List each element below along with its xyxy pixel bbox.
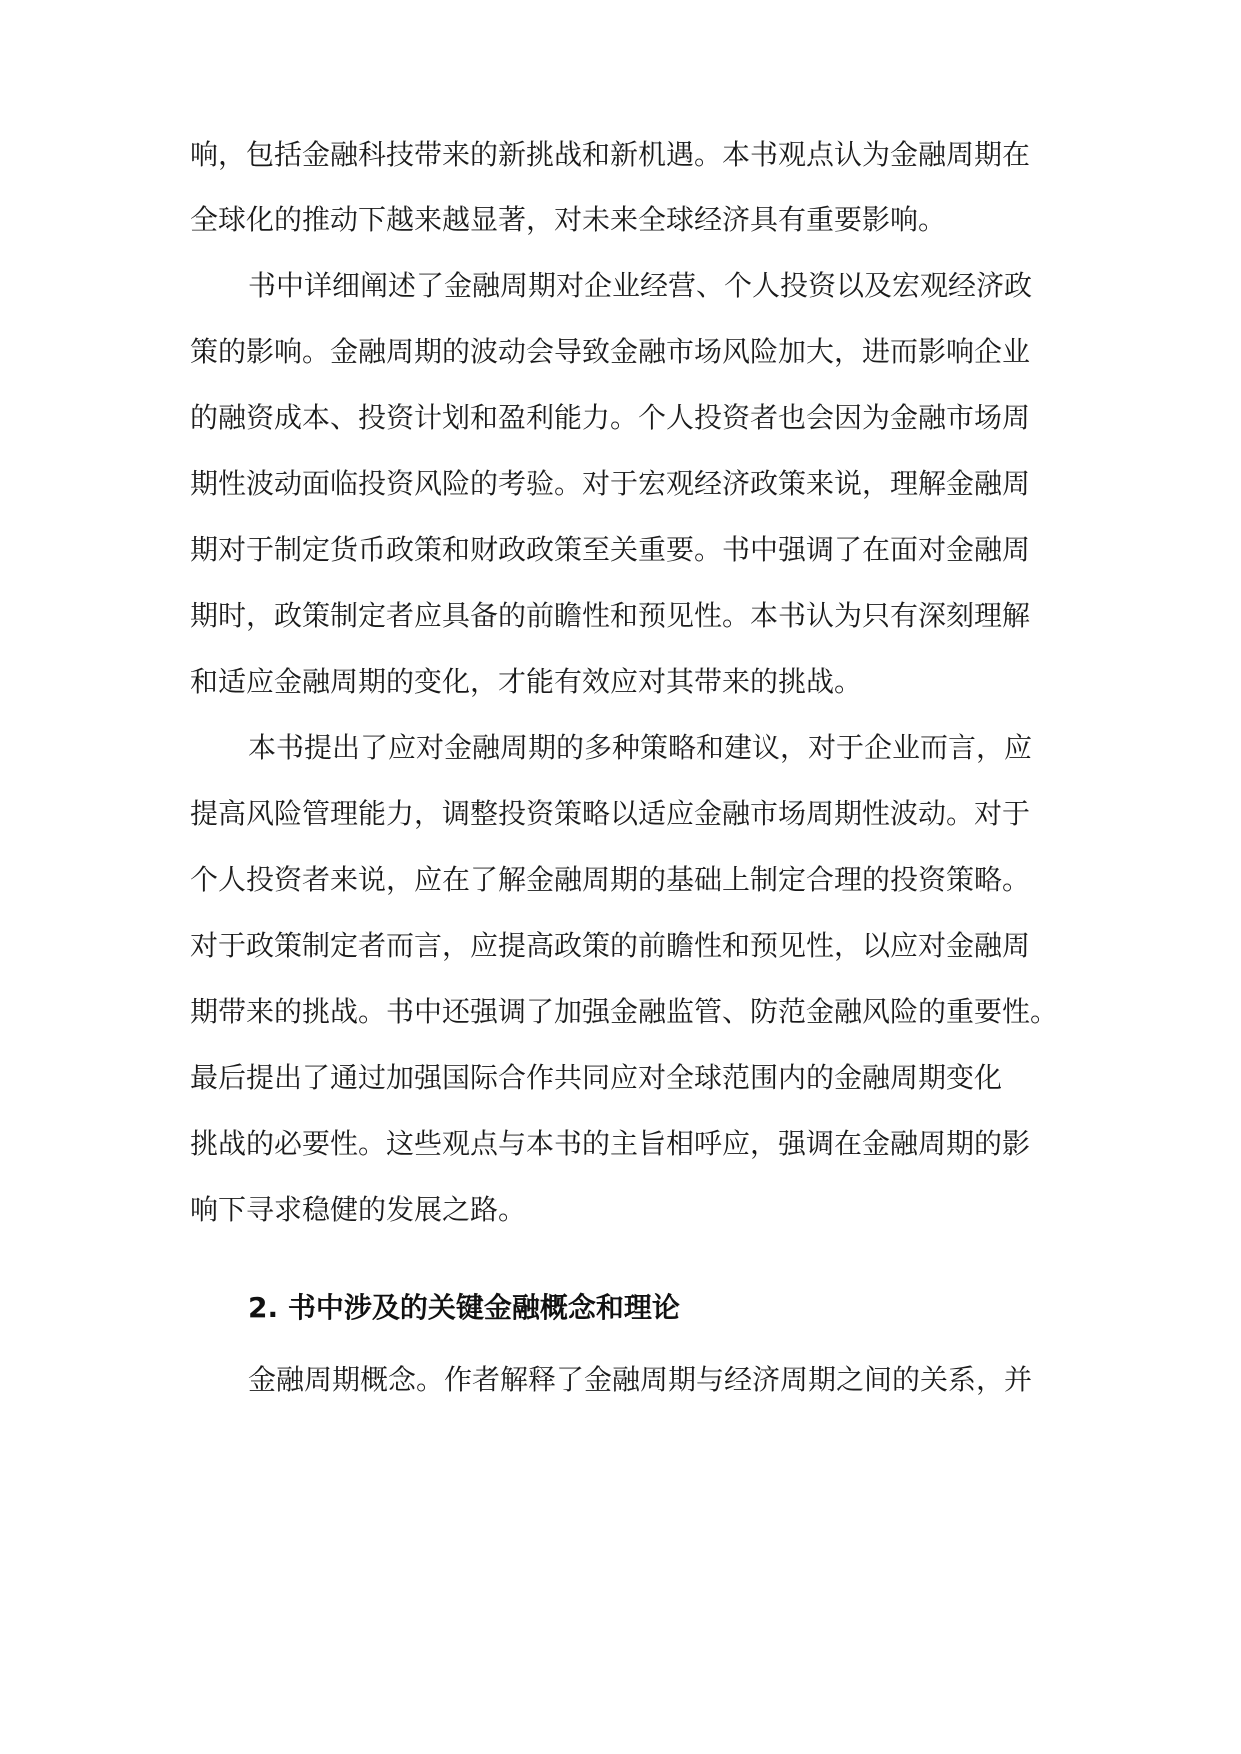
text-line: 金融周期概念。作者解释了金融周期与经济周期之间的关系，并 xyxy=(248,1363,1033,1396)
section-heading: 2. 书中涉及的关键金融概念和理论 xyxy=(248,1291,680,1324)
text-line: 策的影响。金融周期的波动会导致金融市场风险加大，进而影响企业 xyxy=(190,335,1031,368)
text-line: 期对于制定货币政策和财政政策至关重要。书中强调了在面对金融周 xyxy=(190,533,1031,566)
text-line: 全球化的推动下越来越显著，对未来全球经济具有重要影响。 xyxy=(190,203,947,236)
text-line: 期带来的挑战。书中还强调了加强金融监管、防范金融风险的重要性。 xyxy=(190,995,1059,1028)
text-line: 的融资成本、投资计划和盈利能力。个人投资者也会因为金融市场周 xyxy=(190,401,1031,434)
text-line: 对于政策制定者而言，应提高政策的前瞻性和预见性，以应对金融周 xyxy=(190,929,1031,962)
text-line: 本书提出了应对金融周期的多种策略和建议，对于企业而言，应 xyxy=(248,731,1033,764)
text-line: 挑战的必要性。这些观点与本书的主旨相呼应，强调在金融周期的影 xyxy=(190,1127,1031,1160)
text-line: 响，包括金融科技带来的新挑战和新机遇。本书观点认为金融周期在 xyxy=(190,138,1031,171)
text-line: 和适应金融周期的变化，才能有效应对其带来的挑战。 xyxy=(190,665,863,698)
text-line: 响下寻求稳健的发展之路。 xyxy=(190,1193,527,1226)
text-line: 期性波动面临投资风险的考验。对于宏观经济政策来说，理解金融周 xyxy=(190,467,1031,500)
text-line: 期时，政策制定者应具备的前瞻性和预见性。本书认为只有深刻理解 xyxy=(190,599,1031,632)
text-line: 最后提出了通过加强国际合作共同应对全球范围内的金融周期变化 xyxy=(190,1061,1003,1094)
text-line: 提高风险管理能力，调整投资策略以适应金融市场周期性波动。对于 xyxy=(190,797,1031,830)
text-line: 书中详细阐述了金融周期对企业经营、个人投资以及宏观经济政 xyxy=(248,269,1033,302)
text-line: 个人投资者来说，应在了解金融周期的基础上制定合理的投资策略。 xyxy=(190,863,1031,896)
